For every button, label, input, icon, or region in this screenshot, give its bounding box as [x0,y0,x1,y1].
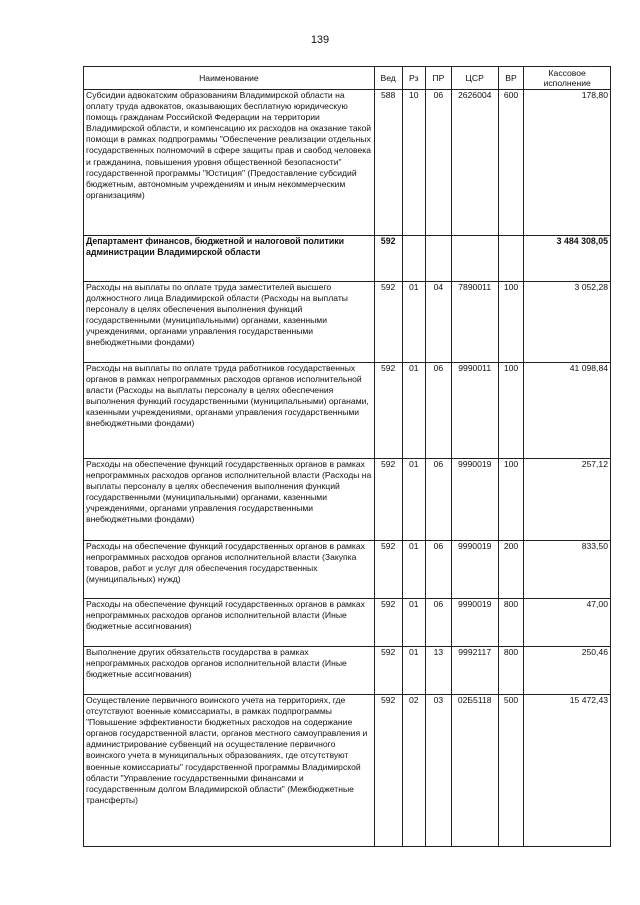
row-sum: 833,50 [524,541,611,599]
row-name: Выполнение других обязательств государства в рамках непрограммных расходов органов исполнительной власти (Иные бюджетные ассигнования) [84,647,375,695]
row-csr: 9990011 [451,363,498,459]
row-sum: 250,46 [524,647,611,695]
row-vr: 100 [498,282,524,363]
row-name: Расходы на выплаты по оплате труда заместителей высшего должностного лица Владимирской области (Расходы на выплаты персоналу в целях обеспечения выполнения функций государственными (муниципальными) органами, казенными учреждениями, органами управления государственными внебюджетными фондами) [84,282,375,363]
row-pr: 13 [426,647,452,695]
row-sum: 41 098,84 [524,363,611,459]
row-pr: 04 [426,282,452,363]
row-pr: 03 [426,695,452,847]
table-row [84,599,611,647]
row-sum: 47,00 [524,599,611,647]
row-name: Расходы на выплаты по оплате труда работников государственных органов в рамках непрограммных расходов органов исполнительной власти (Расходы на выплаты персоналу в целях обеспечения выполнения функций государственными (муниципальными) органами, казенными учреждениями, органами управления государственными внебюджетными фондами) [84,363,375,459]
row-ved: 592 [374,695,402,847]
row-rz: 01 [402,282,426,363]
row-csr: 9990019 [451,541,498,599]
row-csr [451,236,498,282]
table-row [84,90,611,236]
budget-table [83,66,611,847]
row-rz: 10 [402,90,426,236]
row-name: Расходы на обеспечение функций государственных органов в рамках непрограммных расходов органов исполнительной власти (Иные бюджетные ассигнования) [84,599,375,647]
row-ved: 592 [374,459,402,541]
table-row [84,282,611,363]
row-pr: 06 [426,459,452,541]
row-ved: 592 [374,282,402,363]
row-rz: 01 [402,599,426,647]
row-rz: 01 [402,363,426,459]
row-vr: 200 [498,541,524,599]
header-csr: ЦСР [451,67,498,90]
row-ved: 592 [374,541,402,599]
row-sum: 3 484 308,05 [524,236,611,282]
row-vr: 500 [498,695,524,847]
row-name: Расходы на обеспечение функций государственных органов в рамках непрограммных расходов органов исполнительной власти (Закупка товаров, работ и услуг для обеспечения государственных (муниципальных) нужд) [84,541,375,599]
row-ved: 592 [374,236,402,282]
row-ved: 588 [374,90,402,236]
row-vr: 100 [498,363,524,459]
row-pr: 06 [426,90,452,236]
table-row [84,541,611,599]
table-row [84,459,611,541]
row-csr: 9990019 [451,599,498,647]
row-ved: 592 [374,647,402,695]
row-name: Департамент финансов, бюджетной и налоговой политики администрации Владимирской области [84,236,375,282]
header-sum: Кассовое исполнение [524,67,611,90]
row-pr: 06 [426,599,452,647]
row-rz: 01 [402,541,426,599]
row-vr: 800 [498,647,524,695]
row-ved: 592 [374,599,402,647]
header-vr: ВР [498,67,524,90]
table-row [84,695,611,847]
header-rz: Рз [402,67,426,90]
row-rz: 01 [402,647,426,695]
table-row [84,647,611,695]
table-row-department [84,236,611,282]
row-csr: 7890011 [451,282,498,363]
header-ved: Вед [374,67,402,90]
row-vr: 600 [498,90,524,236]
row-sum: 15 472,43 [524,695,611,847]
row-sum: 178,80 [524,90,611,236]
row-rz: 02 [402,695,426,847]
row-vr [498,236,524,282]
row-rz [402,236,426,282]
row-csr: 2626004 [451,90,498,236]
row-sum: 3 052,28 [524,282,611,363]
row-pr: 06 [426,363,452,459]
row-ved: 592 [374,363,402,459]
row-sum: 257,12 [524,459,611,541]
row-pr: 06 [426,541,452,599]
header-name: Наименование [84,67,375,90]
row-vr: 800 [498,599,524,647]
row-name: Расходы на обеспечение функций государственных органов в рамках непрограммных расходов органов исполнительной власти (Расходы на выплаты персоналу в целях обеспечения выполнения функций государственными (муниципальными) органами, казенными учреждениями, органами управления государственными внебюджетными фондами) [84,459,375,541]
table-row [84,363,611,459]
row-vr: 100 [498,459,524,541]
header-pr: ПР [426,67,452,90]
row-rz: 01 [402,459,426,541]
row-name: Субсидии адвокатским образованиям Владимирской области на оплату труда адвокатов, оказывающих бесплатную юридическую помощь гражданам Российской Федерации на территории Владимирской области, и компенсацию их расходов на оказание такой помощи в рамках подпрограммы "Обеспечение реализации отдельных государственных полномочий в сфере защиты прав и свобод человека и гражданина, повышения уровня общественной безопасности" государственной программы "Юстиция" (Предоставление субсидий бюджетным, автономным учреждениям и иным некоммерческим организациям) [84,90,375,236]
page-number: 139 [310,34,330,46]
row-pr [426,236,452,282]
row-name: Осуществление первичного воинского учета на территориях, где отсутствуют военные комиссариаты, в рамках подпрограммы "Повышение эффективности бюджетных расходов на содержание органов государственной власти, органов местного самоуправления и администрирование субвенций на осуществление первичного воинского учета в муниципальных образованиях, где отсутствуют военные комиссариаты" государственной программы Владимирской области "Управление государственными финансами и государственным долгом Владимирской области" (Межбюджетные трансферты) [84,695,375,847]
row-csr: 9992117 [451,647,498,695]
table-header-row [84,67,611,90]
row-csr: 9990019 [451,459,498,541]
row-csr: 02Б5118 [451,695,498,847]
